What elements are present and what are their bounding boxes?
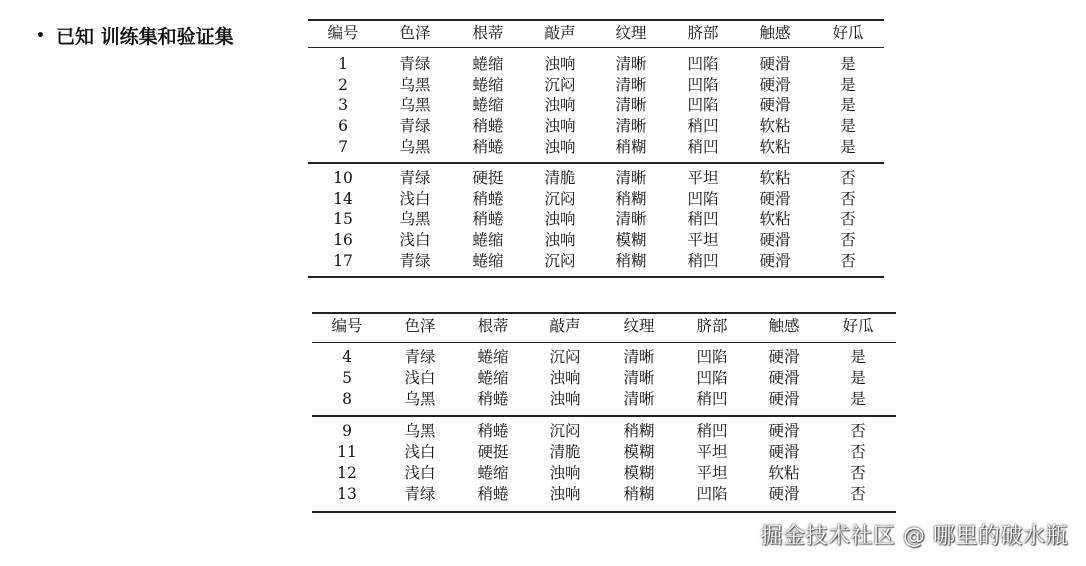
table-cell: 稍蜷 — [477, 485, 509, 503]
table-cell: 硬挺 — [477, 443, 509, 461]
table-cell: 模糊 — [615, 231, 647, 250]
table-cell: 硬滑 — [768, 422, 800, 440]
table-cell: 清晰 — [615, 117, 647, 136]
table-row — [312, 368, 896, 389]
table-cell: 硬滑 — [759, 96, 791, 115]
table-cell: 7 — [338, 137, 348, 156]
column-header: 脐部 — [687, 24, 719, 42]
table-cell: 硬滑 — [768, 485, 800, 503]
table-cell: 清晰 — [623, 348, 655, 366]
table-cell: 硬滑 — [768, 390, 800, 408]
table-cell: 是 — [840, 137, 856, 156]
table-cell: 4 — [342, 348, 352, 366]
table-cell: 稍糊 — [615, 251, 647, 270]
bullet-text: 已知 训练集和验证集 — [56, 26, 234, 48]
table-cell: 蜷缩 — [477, 348, 509, 366]
table-row — [312, 442, 896, 463]
table-cell: 浅白 — [404, 369, 436, 387]
table-row — [308, 54, 884, 75]
table-cell: 清晰 — [615, 169, 647, 187]
table-rule — [312, 415, 896, 417]
table-cell: 稍凹 — [687, 117, 719, 136]
table-cell: 16 — [333, 231, 353, 250]
table-cell: 硬滑 — [768, 369, 800, 387]
column-header: 脐部 — [696, 317, 728, 335]
table-cell: 凹陷 — [687, 75, 719, 94]
table-cell: 12 — [337, 464, 357, 482]
table-cell: 平坦 — [696, 443, 728, 461]
table-cell: 沉闷 — [544, 251, 576, 270]
table-rule — [312, 511, 896, 513]
table-cell: 清晰 — [623, 390, 655, 408]
table-cell: 沉闷 — [544, 189, 576, 208]
table-cell: 稍糊 — [623, 422, 655, 440]
table-row — [308, 168, 884, 189]
table-cell: 乌黑 — [399, 137, 431, 156]
table-cell: 否 — [850, 485, 866, 503]
table-cell: 清脆 — [549, 443, 581, 461]
table-row — [308, 209, 884, 230]
column-header: 触感 — [759, 24, 791, 42]
table-row — [312, 484, 896, 505]
table-cell: 是 — [840, 96, 856, 115]
table-cell: 稍蜷 — [472, 210, 504, 229]
table-cell: 青绿 — [399, 117, 431, 136]
table-cell: 稍凹 — [696, 422, 728, 440]
table-cell: 是 — [850, 390, 866, 408]
table-cell: 否 — [850, 464, 866, 482]
training-set-table — [308, 19, 884, 279]
table-cell: 青绿 — [404, 348, 436, 366]
column-header: 敲声 — [549, 317, 581, 335]
table-cell: 软粘 — [759, 169, 791, 187]
table-cell: 浊响 — [544, 117, 576, 136]
table-cell: 否 — [850, 443, 866, 461]
table-cell: 平坦 — [696, 464, 728, 482]
bullet-dot: • — [36, 28, 45, 44]
table-rule — [312, 312, 896, 314]
table-cell: 软粘 — [759, 117, 791, 136]
table-cell: 稍蜷 — [472, 117, 504, 136]
table-cell: 浅白 — [404, 464, 436, 482]
table-cell: 乌黑 — [404, 390, 436, 408]
table-cell: 模糊 — [623, 443, 655, 461]
table-cell: 凹陷 — [687, 55, 719, 73]
table-cell: 11 — [337, 443, 357, 461]
table-cell: 蜷缩 — [472, 251, 504, 270]
table-cell: 浊响 — [544, 231, 576, 250]
table-cell: 清晰 — [615, 96, 647, 115]
table-rule — [308, 162, 884, 164]
table-header-row — [308, 23, 884, 44]
table-cell: 硬滑 — [768, 348, 800, 366]
table-cell: 稍蜷 — [472, 137, 504, 156]
table-cell: 稍糊 — [615, 137, 647, 156]
table-cell: 否 — [850, 422, 866, 440]
table-cell: 稍蜷 — [472, 189, 504, 208]
column-header: 色泽 — [404, 317, 436, 335]
column-header: 纹理 — [623, 317, 655, 335]
column-header: 好瓜 — [842, 317, 874, 335]
column-header: 色泽 — [399, 24, 431, 42]
table-row — [312, 347, 896, 368]
table-cell: 软粘 — [759, 137, 791, 156]
column-header: 纹理 — [615, 24, 647, 42]
table-cell: 稍蜷 — [477, 390, 509, 408]
bullet-heading — [36, 22, 234, 49]
table-cell: 3 — [338, 96, 348, 115]
table-cell: 清晰 — [623, 369, 655, 387]
table-cell: 浊响 — [544, 96, 576, 115]
table-cell: 14 — [333, 189, 353, 208]
table-row — [308, 95, 884, 116]
column-header: 好瓜 — [832, 24, 864, 42]
table-cell: 蜷缩 — [472, 96, 504, 115]
table-cell: 稍蜷 — [477, 422, 509, 440]
table-cell: 乌黑 — [399, 75, 431, 94]
table-cell: 凹陷 — [696, 348, 728, 366]
table-cell: 凹陷 — [687, 189, 719, 208]
table-cell: 硬滑 — [759, 231, 791, 250]
table-cell: 乌黑 — [404, 422, 436, 440]
table-row — [308, 189, 884, 210]
table-cell: 蜷缩 — [477, 464, 509, 482]
table-cell: 平坦 — [687, 169, 719, 187]
table-cell: 清晰 — [615, 55, 647, 73]
column-header: 编号 — [331, 317, 363, 335]
table-cell: 凹陷 — [687, 96, 719, 115]
table-cell: 否 — [840, 251, 856, 270]
table-cell: 浅白 — [399, 231, 431, 250]
table-row — [312, 389, 896, 410]
table-row — [312, 421, 896, 442]
table-cell: 清晰 — [615, 75, 647, 94]
table-cell: 6 — [338, 117, 348, 136]
table-cell: 5 — [342, 369, 352, 387]
table-cell: 青绿 — [404, 485, 436, 503]
table-cell: 蜷缩 — [472, 75, 504, 94]
table-header-row — [312, 316, 896, 337]
table-rule — [308, 276, 884, 278]
table-cell: 浊响 — [549, 464, 581, 482]
table-row — [308, 75, 884, 96]
table-cell: 硬滑 — [759, 251, 791, 270]
table-cell: 9 — [342, 422, 352, 440]
table-cell: 否 — [840, 231, 856, 250]
table-cell: 沉闷 — [549, 348, 581, 366]
column-header: 编号 — [327, 24, 359, 42]
table-cell: 2 — [338, 75, 348, 94]
column-header: 根蒂 — [472, 24, 504, 42]
table-cell: 平坦 — [687, 231, 719, 250]
table-cell: 蜷缩 — [477, 369, 509, 387]
table-cell: 硬滑 — [768, 443, 800, 461]
table-cell: 蜷缩 — [472, 55, 504, 73]
table-rule — [308, 19, 884, 21]
table-cell: 是 — [840, 55, 856, 73]
table-row — [308, 251, 884, 272]
table-cell: 是 — [850, 369, 866, 387]
table-cell: 浊响 — [544, 137, 576, 156]
table-cell: 稍糊 — [615, 189, 647, 208]
table-cell: 浊响 — [544, 55, 576, 73]
table-cell: 15 — [333, 210, 353, 229]
table-cell: 稍凹 — [696, 390, 728, 408]
table-cell: 乌黑 — [399, 96, 431, 115]
table-cell: 是 — [840, 117, 856, 136]
table-row — [308, 230, 884, 251]
table-row — [308, 116, 884, 137]
table-cell: 沉闷 — [544, 75, 576, 94]
table-cell: 清脆 — [544, 169, 576, 187]
table-cell: 浊响 — [549, 485, 581, 503]
table-cell: 蜷缩 — [472, 231, 504, 250]
table-cell: 凹陷 — [696, 485, 728, 503]
table-cell: 是 — [840, 75, 856, 94]
table-cell: 稍糊 — [623, 485, 655, 503]
table-cell: 1 — [338, 55, 348, 73]
table-cell: 乌黑 — [399, 210, 431, 229]
table-cell: 否 — [840, 189, 856, 208]
table-cell: 软粘 — [759, 210, 791, 229]
table-cell: 否 — [840, 169, 856, 187]
table-cell: 浅白 — [404, 443, 436, 461]
table-cell: 硬滑 — [759, 189, 791, 208]
column-header: 触感 — [768, 317, 800, 335]
table-cell: 稍凹 — [687, 137, 719, 156]
table-cell: 硬滑 — [759, 55, 791, 73]
table-cell: 青绿 — [399, 55, 431, 73]
table-cell: 8 — [342, 390, 352, 408]
table-cell: 13 — [337, 485, 357, 503]
table-cell: 清晰 — [615, 210, 647, 229]
column-header: 根蒂 — [477, 317, 509, 335]
table-cell: 17 — [333, 251, 353, 270]
table-cell: 稍凹 — [687, 251, 719, 270]
table-cell: 否 — [840, 210, 856, 229]
table-cell: 浊响 — [549, 390, 581, 408]
table-cell: 硬滑 — [759, 75, 791, 94]
table-cell: 青绿 — [399, 251, 431, 270]
table-cell: 稍凹 — [687, 210, 719, 229]
table-cell: 青绿 — [399, 169, 431, 187]
validation-set-table — [312, 312, 896, 514]
table-cell: 10 — [333, 169, 353, 187]
table-row — [308, 137, 884, 158]
table-cell: 模糊 — [623, 464, 655, 482]
table-row — [312, 463, 896, 484]
table-cell: 沉闷 — [549, 422, 581, 440]
table-cell: 是 — [850, 348, 866, 366]
table-cell: 软粘 — [768, 464, 800, 482]
table-cell: 浊响 — [549, 369, 581, 387]
table-cell: 硬挺 — [472, 169, 504, 187]
table-rule — [312, 342, 896, 343]
table-cell: 浅白 — [399, 189, 431, 208]
watermark: 掘金技术社区 @ 哪里的破水瓶 — [760, 524, 1068, 549]
column-header: 敲声 — [544, 24, 576, 42]
table-cell: 浊响 — [544, 210, 576, 229]
table-rule — [308, 47, 884, 48]
table-cell: 凹陷 — [696, 369, 728, 387]
